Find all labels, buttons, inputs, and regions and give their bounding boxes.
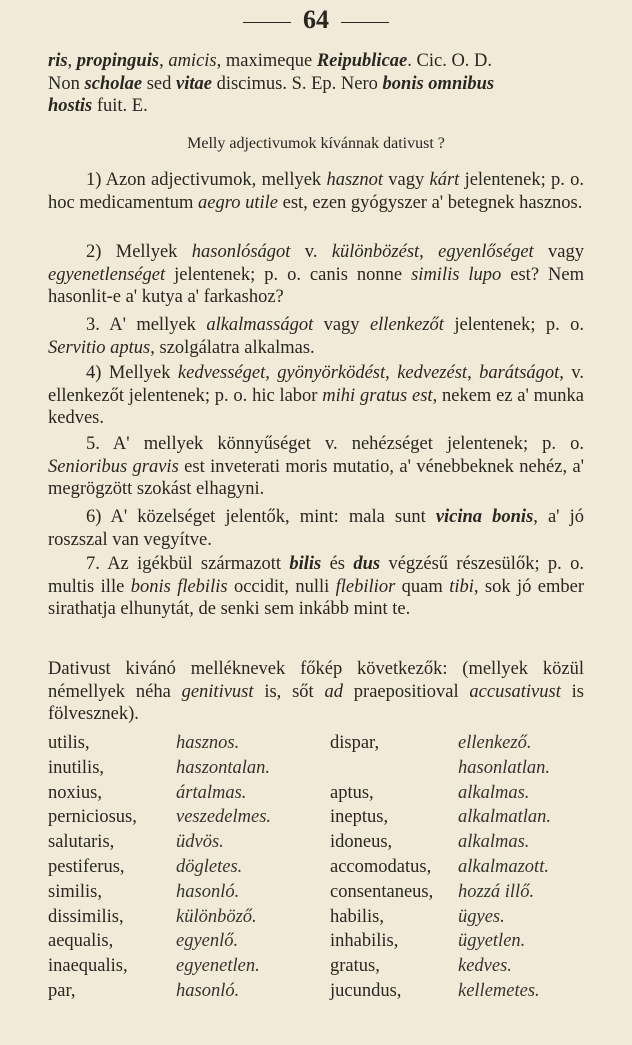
intro-text: ris bbox=[48, 51, 68, 71]
summary-text: Dativust kivánó melléknevek főkép következők: (mellyek közül némellyek néha bbox=[48, 659, 584, 702]
vocabulary-table-body bbox=[48, 733, 586, 1006]
vocabulary-row bbox=[48, 882, 586, 907]
hungarian-meaning: üdvös. bbox=[176, 832, 224, 853]
latin-word: similis, bbox=[48, 881, 102, 902]
rule-text: , bbox=[385, 363, 398, 383]
hungarian-meaning: egyenetlen. bbox=[176, 956, 260, 977]
hungarian-meaning: különböző. bbox=[176, 906, 257, 927]
rule-text: jelentenek; p. o. canis nonne bbox=[165, 264, 412, 285]
hungarian-meaning: ügyetlen. bbox=[458, 931, 526, 952]
rule-term: egyenetlenséget bbox=[48, 264, 166, 285]
latin-word: perniciosus, bbox=[48, 807, 137, 828]
rule-example: flebilior bbox=[335, 576, 396, 597]
rule-example: tibi bbox=[449, 576, 474, 597]
hungarian-meaning: alkalmazott. bbox=[458, 856, 549, 877]
hungarian-meaning: haszontalan. bbox=[176, 757, 271, 778]
hungarian-meaning: hasonló. bbox=[176, 980, 240, 1001]
rule-text: 3. A' mellyek bbox=[86, 315, 207, 335]
hungarian-meaning: kedves. bbox=[458, 956, 512, 977]
hungarian-meaning: hasznos. bbox=[176, 733, 240, 753]
latin-word: jucundus, bbox=[330, 980, 402, 1001]
rule-example: similis lupo bbox=[411, 264, 502, 285]
vocabulary-row bbox=[48, 807, 586, 832]
rule-paragraph-6 bbox=[48, 506, 584, 551]
latin-word: dissimilis, bbox=[48, 906, 124, 927]
rule-term: hasznot bbox=[326, 170, 383, 190]
intro-text: , maximeque bbox=[216, 51, 317, 71]
rule-text: 1) Azon adjectivumok, mellyek bbox=[86, 170, 327, 190]
intro-text: vitae bbox=[175, 73, 212, 94]
rule-text: , bbox=[265, 363, 278, 383]
rule-example: Senioribus gravis bbox=[48, 456, 179, 477]
latin-word: par, bbox=[48, 980, 76, 1001]
rule-term: különbözést bbox=[331, 242, 420, 262]
intro-text: discimus. S. Ep. Nero bbox=[211, 73, 383, 94]
vocabulary-row bbox=[48, 981, 586, 1006]
rule-text: est? Nem hasonlit-e a' kutya a' farkashoz? bbox=[48, 264, 584, 308]
latin-word: aptus, bbox=[330, 782, 374, 803]
rule-text: , bbox=[419, 242, 439, 262]
rule-paragraph-1 bbox=[48, 169, 584, 214]
rule-example: mihi gratus est bbox=[322, 385, 433, 406]
rule-text: , v. ellenkezőt jelentenek; p. o. hic labor bbox=[48, 363, 585, 406]
hungarian-meaning: ártalmas. bbox=[176, 782, 247, 803]
section-heading: Melly adjectivumok kívánnak dativust ? bbox=[187, 135, 445, 152]
hungarian-meaning: alkalmas. bbox=[458, 782, 530, 803]
rule-example: vicina bonis bbox=[435, 507, 534, 527]
page-number: 64 bbox=[303, 5, 329, 34]
latin-word: consentaneus, bbox=[330, 881, 434, 902]
rule-text: 6) A' közelséget jelentők, mint: mala sunt bbox=[86, 507, 436, 527]
intro-text: scholae bbox=[84, 73, 143, 94]
intro-text: hostis bbox=[48, 96, 93, 117]
rule-text: vagy bbox=[313, 315, 370, 335]
intro-text: Reipublicae bbox=[316, 51, 408, 71]
latin-word: gratus, bbox=[330, 956, 380, 977]
rule-term: bilis bbox=[289, 554, 322, 574]
vocabulary-row bbox=[48, 857, 586, 882]
latin-word bbox=[330, 758, 458, 783]
latin-word: ineptus, bbox=[330, 807, 389, 828]
rule-text: est inveterati moris mutatio, a' vénebbeknek nehéz, a' megrögzött szokást elhagyni. bbox=[48, 456, 584, 500]
latin-word: idoneus, bbox=[330, 832, 393, 853]
latin-word: inhabilis, bbox=[330, 931, 399, 952]
hungarian-meaning: egyenlő. bbox=[176, 931, 239, 952]
latin-word: pestiferus, bbox=[48, 856, 125, 877]
hungarian-meaning: hozzá illő. bbox=[458, 881, 535, 902]
latin-word: noxius, bbox=[48, 782, 102, 803]
hungarian-meaning: hasonlatlan. bbox=[458, 757, 550, 778]
latin-word: dispar, bbox=[330, 733, 380, 753]
rule-text: quam bbox=[395, 576, 450, 597]
rule-text: 5. A' mellyek könnyűséget v. nehézséget jelentenek; p. o. bbox=[86, 434, 584, 454]
intro-text: , bbox=[159, 51, 169, 71]
latin-word: salutaris, bbox=[48, 832, 115, 853]
hungarian-meaning: dögletes. bbox=[176, 856, 243, 877]
rule-text: , bbox=[467, 363, 480, 383]
intro-text: , bbox=[67, 51, 77, 71]
rule-text: est, ezen gyógyszer a' betegnek hasznos. bbox=[278, 192, 583, 213]
rule-paragraph-7 bbox=[48, 553, 584, 621]
hungarian-meaning: ellenkező. bbox=[458, 733, 532, 753]
intro-text: fuit. E. bbox=[92, 96, 148, 117]
summary-paragraph bbox=[48, 658, 584, 726]
rule-text: jelentenek; p. o. hoc medicamentum bbox=[48, 170, 584, 213]
latin-word: utilis, bbox=[48, 733, 90, 753]
hungarian-meaning: ügyes. bbox=[458, 906, 505, 927]
hungarian-meaning: hasonló. bbox=[176, 881, 240, 902]
intro-text: propinguis bbox=[76, 51, 160, 71]
vocabulary-row bbox=[48, 758, 586, 783]
rule-paragraph-4 bbox=[48, 362, 584, 430]
summary-term: ad bbox=[324, 681, 343, 702]
rule-text: , nekem ez a' munka kedves. bbox=[48, 385, 584, 429]
page-header bbox=[0, 5, 632, 35]
rule-term: egyenlőséget bbox=[438, 242, 534, 262]
latin-word: accomodatus, bbox=[330, 856, 432, 877]
intro-text: . Cic. O. D. bbox=[407, 51, 493, 71]
rule-example: aegro utile bbox=[198, 192, 278, 213]
rule-term: alkalmasságot bbox=[206, 315, 314, 335]
intro-paragraph bbox=[48, 50, 584, 118]
vocabulary-row bbox=[48, 931, 586, 956]
rule-text: 4) Mellyek bbox=[86, 363, 178, 383]
hungarian-meaning: kellemetes. bbox=[458, 980, 540, 1001]
rule-text: jelentenek; p. o. bbox=[443, 315, 584, 335]
rule-term: kárt bbox=[429, 170, 460, 190]
rule-text: vagy bbox=[382, 170, 430, 190]
header-rule-left bbox=[243, 22, 291, 23]
summary-text: is, sőt bbox=[253, 681, 325, 702]
rule-paragraph-3 bbox=[48, 314, 584, 359]
vocabulary-row bbox=[48, 832, 586, 857]
vocabulary-row bbox=[48, 956, 586, 981]
rule-example: Servitio aptus bbox=[48, 337, 151, 358]
rule-example: bonis flebilis bbox=[130, 576, 228, 597]
intro-text: Non bbox=[48, 73, 85, 94]
rule-term: gyönyörködést bbox=[277, 363, 386, 383]
hungarian-meaning: veszedelmes. bbox=[176, 807, 272, 828]
rule-term: kedvességet bbox=[177, 363, 266, 383]
latin-word: inaequalis, bbox=[48, 956, 128, 977]
rule-paragraph-5 bbox=[48, 433, 584, 501]
header-rule-right bbox=[341, 22, 389, 23]
latin-word: aequalis, bbox=[48, 931, 114, 952]
rule-text: 7. Az igékbül származott bbox=[86, 554, 290, 574]
rule-term: hasonlóságot bbox=[191, 242, 291, 262]
rule-term: ellenkezőt bbox=[369, 315, 444, 335]
vocabulary-row bbox=[48, 733, 586, 758]
rule-text: , a' jó roszszal van vegyítve. bbox=[48, 507, 584, 550]
latin-word: habilis, bbox=[330, 906, 384, 927]
vocabulary-row bbox=[48, 783, 586, 808]
rule-term: barátságot bbox=[479, 363, 560, 383]
rule-text: végzésű részesülők; p. o. multis ille bbox=[48, 554, 585, 597]
summary-text: is fölvesznek). bbox=[48, 681, 584, 725]
intro-text: sed bbox=[142, 73, 176, 94]
summary-term: accusativust bbox=[469, 681, 561, 702]
vocabulary-row bbox=[48, 907, 586, 932]
rule-paragraph-2 bbox=[48, 241, 584, 309]
rule-text: occidit, nulli bbox=[227, 576, 336, 597]
vocabulary-table bbox=[48, 733, 586, 1006]
rule-term: dus bbox=[353, 554, 381, 574]
rule-text: , szolgálatra alkalmas. bbox=[150, 337, 315, 358]
intro-text: amicis bbox=[168, 51, 217, 71]
rule-text: , sok jó ember sirathatja elhunytát, de senki sem inkább mint te. bbox=[48, 576, 585, 620]
hungarian-meaning: alkalmas. bbox=[458, 832, 530, 853]
summary-term: genitivust bbox=[181, 681, 254, 702]
rule-text: vagy bbox=[533, 242, 584, 262]
intro-text: bonis omnibus bbox=[382, 73, 495, 94]
summary-text: praepositioval bbox=[342, 681, 470, 702]
rule-text: 2) Mellyek bbox=[86, 242, 192, 262]
hungarian-meaning: alkalmatlan. bbox=[458, 807, 552, 828]
rule-text: v. bbox=[290, 242, 332, 262]
latin-word: inutilis, bbox=[48, 757, 105, 778]
rule-term: kedvezést bbox=[397, 363, 468, 383]
rule-text: és bbox=[321, 554, 354, 574]
